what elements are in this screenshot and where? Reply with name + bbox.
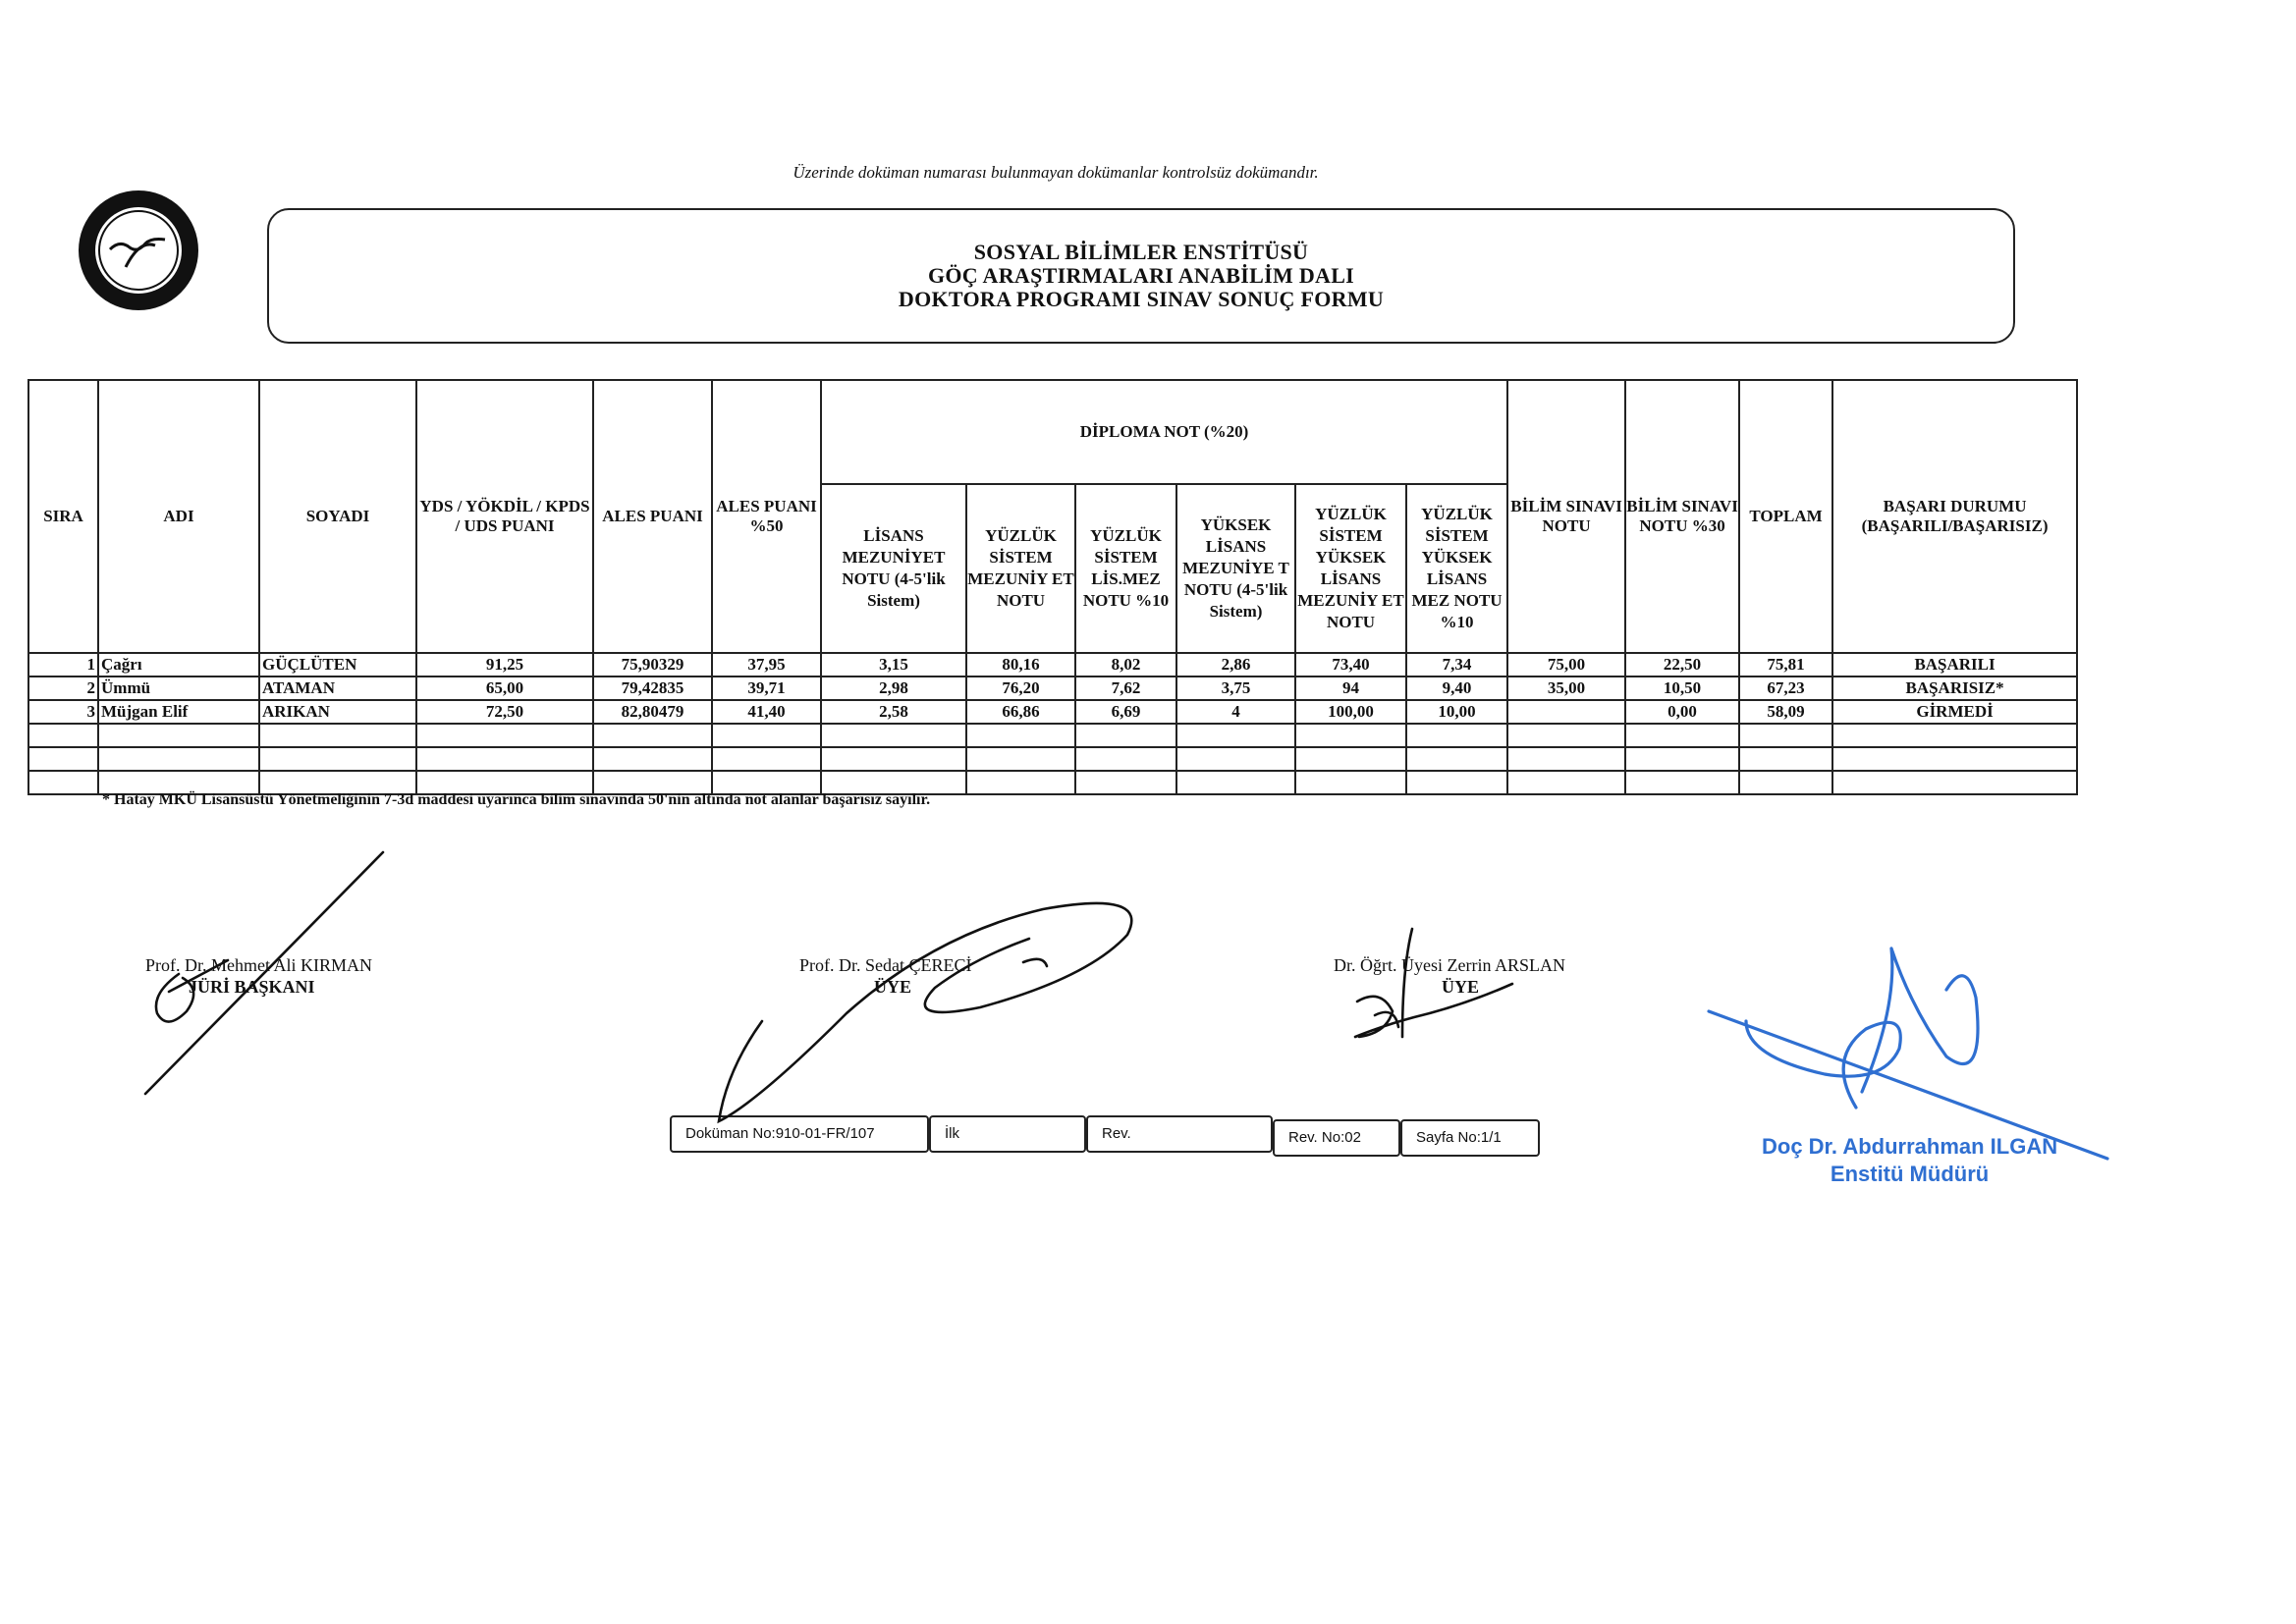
cell-soyadi: ATAMAN <box>259 677 416 700</box>
jury-chair-signature-block <box>145 954 372 998</box>
header-ales-50: ALES PUANI %50 <box>712 380 821 653</box>
cell-yuzluk-yl: 73,40 <box>1295 653 1406 677</box>
director-signature-icon <box>1709 948 2107 1159</box>
cell-ales: 75,90329 <box>593 653 712 677</box>
header-yuzluk-yl: YÜZLÜK SİSTEM YÜKSEK LİSANS MEZUNİY ET NOTU <box>1295 484 1406 653</box>
member1-signature-icon <box>719 903 1131 1121</box>
cell-ales: 79,42835 <box>593 677 712 700</box>
uncontrolled-document-notice: Üzerinde doküman numarası bulunmayan dokümanlar kontrolsüz dokümandır. <box>793 163 1319 182</box>
form-title: DOKTORA PROGRAMI SINAV SONUÇ FORMU <box>898 287 1385 311</box>
page-number: Sayfa No:1/1 <box>1400 1119 1540 1157</box>
header-yds: YDS / YÖKDİL / KPDS / UDS PUANI <box>416 380 593 653</box>
member2-signature-block <box>1334 954 1565 998</box>
cell-yl: 4 <box>1176 700 1295 724</box>
cell-toplam: 67,23 <box>1739 677 1832 700</box>
cell-lisans: 3,15 <box>821 653 966 677</box>
cell-lis-10: 6,69 <box>1075 700 1176 724</box>
cell-lisans: 2,98 <box>821 677 966 700</box>
exam-results-table <box>27 379 2078 795</box>
cell-bilim <box>1507 700 1625 724</box>
header-toplam: TOPLAM <box>1739 380 1832 653</box>
cell-yuzluk-yl: 94 <box>1295 677 1406 700</box>
cell-lisans: 2,58 <box>821 700 966 724</box>
cell-bilim: 75,00 <box>1507 653 1625 677</box>
cell-ales-50: 41,40 <box>712 700 821 724</box>
director-name: Doç Dr. Abdurrahman ILGAN <box>1762 1134 2058 1159</box>
member1-signature-block <box>799 954 972 998</box>
table-row <box>28 677 2077 700</box>
cell-bilim-30: 22,50 <box>1625 653 1739 677</box>
header-bilim: BİLİM SINAVI NOTU <box>1507 380 1625 653</box>
member1-name: Prof. Dr. Sedat ÇERECİ <box>799 955 972 975</box>
cell-basari: BAŞARISIZ* <box>1832 677 2077 700</box>
cell-toplam: 58,09 <box>1739 700 1832 724</box>
header-diploma: DİPLOMA NOT (%20) <box>821 380 1507 484</box>
university-seal-icon <box>77 189 200 312</box>
header-lisans: LİSANS MEZUNİYET NOTU (4-5'lik Sistem) <box>821 484 966 653</box>
table-row <box>28 653 2077 677</box>
header-adi: ADI <box>98 380 259 653</box>
cell-yl-10: 10,00 <box>1406 700 1507 724</box>
cell-bilim-30: 0,00 <box>1625 700 1739 724</box>
document-number: Doküman No:910-01-FR/107 <box>670 1115 929 1153</box>
header-sira: SIRA <box>28 380 98 653</box>
empty-table-row <box>28 747 2077 771</box>
cell-adi: Çağrı <box>98 653 259 677</box>
table-row <box>28 700 2077 724</box>
cell-sira: 3 <box>28 700 98 724</box>
jury-chair-name: Prof. Dr. Mehmet Ali KIRMAN <box>145 955 372 975</box>
member1-role: ÜYE <box>874 977 912 997</box>
header-yuzluk-mezuniyet: YÜZLÜK SİSTEM MEZUNİY ET NOTU <box>966 484 1075 653</box>
cell-basari: BAŞARILI <box>1832 653 2077 677</box>
empty-table-row <box>28 724 2077 747</box>
header-soyadi: SOYADI <box>259 380 416 653</box>
cell-ales-50: 37,95 <box>712 653 821 677</box>
cell-adi: Ümmü <box>98 677 259 700</box>
director-stamp <box>1762 1133 2057 1188</box>
director-role: Enstitü Müdürü <box>1830 1162 1990 1186</box>
header-ales: ALES PUANI <box>593 380 712 653</box>
cell-yl: 3,75 <box>1176 677 1295 700</box>
jury-chair-role: JÜRİ BAŞKANI <box>189 977 315 997</box>
cell-ales: 82,80479 <box>593 700 712 724</box>
form-title-box <box>267 208 2015 344</box>
header-basari: BAŞARI DURUMU (BAŞARILI/BAŞARISIZ) <box>1832 380 2077 653</box>
cell-sira: 2 <box>28 677 98 700</box>
cell-lis-10: 7,62 <box>1075 677 1176 700</box>
header-bilim-30: BİLİM SINAVI NOTU %30 <box>1625 380 1739 653</box>
cell-yl-10: 7,34 <box>1406 653 1507 677</box>
institute-title: SOSYAL BİLİMLER ENSTİTÜSÜ <box>973 240 1309 264</box>
cell-yds: 91,25 <box>416 653 593 677</box>
cell-ales-50: 39,71 <box>712 677 821 700</box>
header-yl-mezuniyet: YÜKSEK LİSANS MEZUNİYE T NOTU (4-5'lik Sistem) <box>1176 484 1295 653</box>
member2-role: ÜYE <box>1442 977 1480 997</box>
cell-yl-10: 9,40 <box>1406 677 1507 700</box>
cell-yuzluk: 76,20 <box>966 677 1075 700</box>
cell-bilim: 35,00 <box>1507 677 1625 700</box>
footnote: * Hatay MKÜ Lisansüstü Yönetmeliğinin 7-3d maddesi uyarınca bilim sınavında 50'nin altında not alanlar başarısız sayılır. <box>102 791 931 808</box>
header-yuzluk-lis-10: YÜZLÜK SİSTEM LİS.MEZ NOTU %10 <box>1075 484 1176 653</box>
cell-basari: GİRMEDİ <box>1832 700 2077 724</box>
cell-toplam: 75,81 <box>1739 653 1832 677</box>
cell-adi: Müjgan Elif <box>98 700 259 724</box>
cell-soyadi: ARIKAN <box>259 700 416 724</box>
cell-soyadi: GÜÇLÜTEN <box>259 653 416 677</box>
revision-number: Rev. No:02 <box>1273 1119 1400 1157</box>
cell-yds: 65,00 <box>416 677 593 700</box>
cell-yuzluk-yl: 100,00 <box>1295 700 1406 724</box>
cell-sira: 1 <box>28 653 98 677</box>
department-title: GÖÇ ARAŞTIRMALARI ANABİLİM DALI <box>927 263 1355 288</box>
first-issue: İlk <box>929 1115 1086 1153</box>
revision-label: Rev. <box>1086 1115 1273 1153</box>
cell-yuzluk: 80,16 <box>966 653 1075 677</box>
member2-name: Dr. Öğrt. Üyesi Zerrin ARSLAN <box>1334 955 1565 975</box>
cell-yl: 2,86 <box>1176 653 1295 677</box>
cell-yds: 72,50 <box>416 700 593 724</box>
cell-yuzluk: 66,86 <box>966 700 1075 724</box>
cell-lis-10: 8,02 <box>1075 653 1176 677</box>
header-yuzluk-yl-10: YÜZLÜK SİSTEM YÜKSEK LİSANS MEZ NOTU %10 <box>1406 484 1507 653</box>
cell-bilim-30: 10,50 <box>1625 677 1739 700</box>
